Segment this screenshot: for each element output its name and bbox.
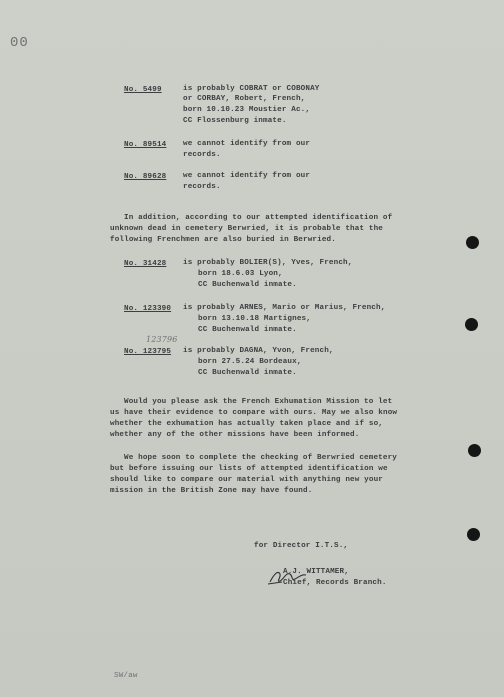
signoff: for Director I.T.S., bbox=[254, 542, 349, 550]
entry-line: CC Buchenwald inmate. bbox=[198, 281, 297, 289]
entry-line: records. bbox=[183, 151, 221, 159]
punch-hole bbox=[468, 444, 481, 457]
paragraph-line: us have their evidence to compare with ours. May we also know bbox=[110, 409, 398, 417]
entry-line: is probably ARNES, Mario or Marius, French, bbox=[183, 304, 386, 312]
punch-hole bbox=[466, 236, 479, 249]
signer-title: Chief, Records Branch. bbox=[283, 579, 387, 587]
entry-number: No. 89514 bbox=[124, 141, 167, 149]
entry-line: CC Buchenwald inmate. bbox=[198, 369, 297, 377]
entry-number: No. 31428 bbox=[124, 260, 167, 268]
page-number: 00 bbox=[10, 35, 29, 51]
entry-line: we cannot identify from our bbox=[183, 172, 311, 180]
entry-number: No. 123390 bbox=[124, 305, 172, 313]
entry-number: No. 5499 bbox=[124, 86, 162, 94]
entry-line: CC Flossenburg inmate. bbox=[183, 117, 287, 125]
entry-line: is probably COBRAT or COBONAY bbox=[183, 85, 320, 93]
signer-name: A.J. WITTAMER, bbox=[283, 568, 349, 576]
entry-line: born 18.6.03 Lyon, bbox=[198, 270, 283, 278]
entry-line: we cannot identify from our bbox=[183, 140, 311, 148]
punch-hole bbox=[465, 318, 478, 331]
entry-line: records. bbox=[183, 183, 221, 191]
entry-line: CC Buchenwald inmate. bbox=[198, 326, 297, 334]
entry-number: No. 89628 bbox=[124, 173, 167, 181]
paragraph-line: whether any of the other missions have been informed. bbox=[110, 431, 360, 439]
paragraph-line: Would you please ask the French Exhumation Mission to let bbox=[124, 398, 393, 406]
handwritten-note: 123796 bbox=[146, 335, 178, 344]
punch-hole bbox=[467, 528, 480, 541]
paragraph-line: We hope soon to complete the checking of Berwried cemetery bbox=[124, 454, 398, 462]
entry-line: is probably DAGNA, Yvon, French, bbox=[183, 347, 334, 355]
entry-number: No. 123795 bbox=[124, 348, 172, 356]
paragraph-line: In addition, according to our attempted identification of bbox=[124, 214, 393, 222]
paragraph-line: mission in the British Zone may have found. bbox=[110, 487, 313, 495]
paragraph-line: unknown dead in cemetery Berwried, it is probable that the bbox=[110, 225, 384, 233]
footer-reference: SW/aw bbox=[114, 672, 138, 680]
entry-line: is probably BOLIER(S), Yves, French, bbox=[183, 259, 353, 267]
paragraph-line: following Frenchmen are also buried in Berwried. bbox=[110, 236, 336, 244]
entry-line: born 10.10.23 Moustier Ac., bbox=[183, 106, 311, 114]
entry-line: born 13.10.18 Martignes, bbox=[198, 315, 311, 323]
paragraph-line: should like to compare our material with anything new your bbox=[110, 476, 384, 484]
entry-line: or CORBAY, Robert, French, bbox=[183, 95, 306, 103]
paragraph-line: whether the exhumation has actually taken place and if so, bbox=[110, 420, 384, 428]
paragraph-line: but before issuing our lists of attempted identification we bbox=[110, 465, 388, 473]
entry-line: born 27.5.24 Bordeaux, bbox=[198, 358, 302, 366]
